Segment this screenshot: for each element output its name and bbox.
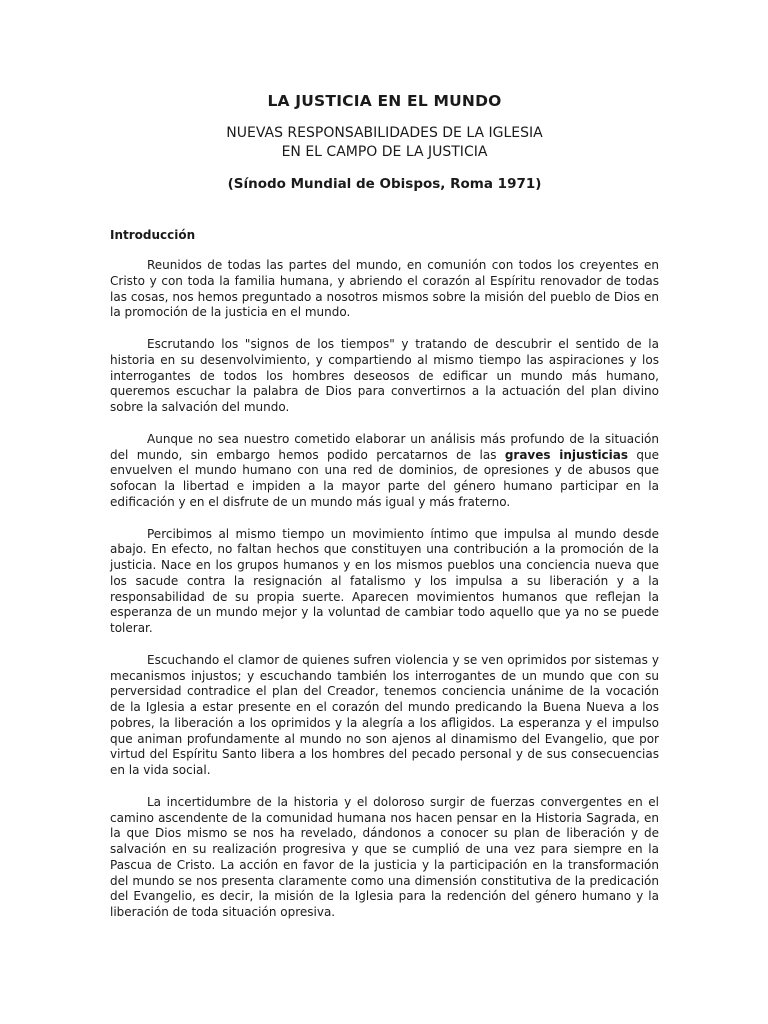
paragraph-3-text-after: que envuelven el mundo humano con una red de dominios, de opresiones y de abusos que sofocan la libertad e impiden a la mayor parte del género humano participar en la edificación y en el disfrute de un mundo más igual y más fraterno. [110, 447, 659, 509]
paragraph-1: Reunidos de todas las partes del mundo, en comunión con todos los creyentes en Cristo y con toda la familia humana, y abriendo el corazón al Espíritu renovador de todas las cosas, nos hemos preguntado a nosotros mismos sobre la misión del pueblo de Dios en la promoción de la justicia en el mundo. [110, 258, 659, 320]
document-page [110, 92, 659, 921]
synod-reference: (Sínodo Mundial de Obispos, Roma 1971) [227, 176, 542, 192]
paragraph-3-text-before: Aunque no sea nuestro cometido elaborar un análisis más profundo de la situación del mundo, sin embargo hemos podido percatarnos de las [110, 431, 659, 462]
paragraph-2: Escrutando los "signos de los tiempos" y tratando de descubrir el sentido de la historia en su desenvolvimiento, y compartiendo al mismo tiempo las aspiraciones y los interrogantes de todos los hombres deseosos de edificar un mundo más humano, queremos escuchar la palabra de Dios para convertirnos a la actuación del plan divino sobre la salvación del mundo. [110, 337, 659, 414]
paragraph-3-bold-text: graves injusticias [504, 447, 629, 462]
subtitle-line-2: EN EL CAMPO DE LA JUSTICIA [281, 144, 488, 160]
document-subtitle [110, 124, 659, 162]
subtitle-line-1: NUEVAS RESPONSABILIDADES DE LA IGLESIA [226, 125, 543, 141]
document-title: LA JUSTICIA EN EL MUNDO [267, 92, 502, 110]
paragraph-4: Percibimos al mismo tiempo un movimiento íntimo que impulsa al mundo desde abajo. En efecto, no faltan hechos que constituyen una contribución a la promoción de la justicia. Nace en los grupos humanos y en los mismos pueblos una conciencia nueva que los sacude contra la resignación al fatalismo y los impulsa a su liberación y a la responsabilidad de su propia suerte. Aparecen movimientos humanos que reflejan la esperanza de un mundo mejor y la voluntad de cambiar todo aquello que ya no se puede tolerar. [110, 526, 659, 635]
paragraph-3 [110, 432, 659, 511]
paragraph-5: Escuchando el clamor de quienes sufren violencia y se ven oprimidos por sistemas y mecanismos injustos; y escuchando también los interrogantes de un mundo que con su perversidad contradice el plan del Creador, tenemos conciencia unánime de la vocación de la Iglesia a estar presente en el corazón del mundo predicando la Buena Nueva a los pobres, la liberación a los oprimidos y la alegría a los afligidos. La esperanza y el impulso que animan profundamente al mundo no son ajenos al dinamismo del Evangelio, que por virtud del Espíritu Santo libera a los hombres del pecado personal y de sus consecuencias en la vida social. [110, 652, 659, 777]
paragraph-6: La incertidumbre de la historia y el doloroso surgir de fuerzas convergentes en el camino ascendente de la comunidad humana nos hacen pensar en la Historia Sagrada, en la que Dios mismo se nos ha revelado, dándonos a conocer su plan de liberación y de salvación en su realización progresiva y que se cumplió de una vez para siempre en la Pascua de Cristo. La acción en favor de la justicia y la participación en la transformación del mundo se nos presenta claramente como una dimensión constitutiva de la predicación del Evangelio, es decir, la misión de la Iglesia para la redención del género humano y la liberación de toda situación opresiva. [110, 794, 659, 919]
section-heading: Introducción [110, 228, 196, 242]
